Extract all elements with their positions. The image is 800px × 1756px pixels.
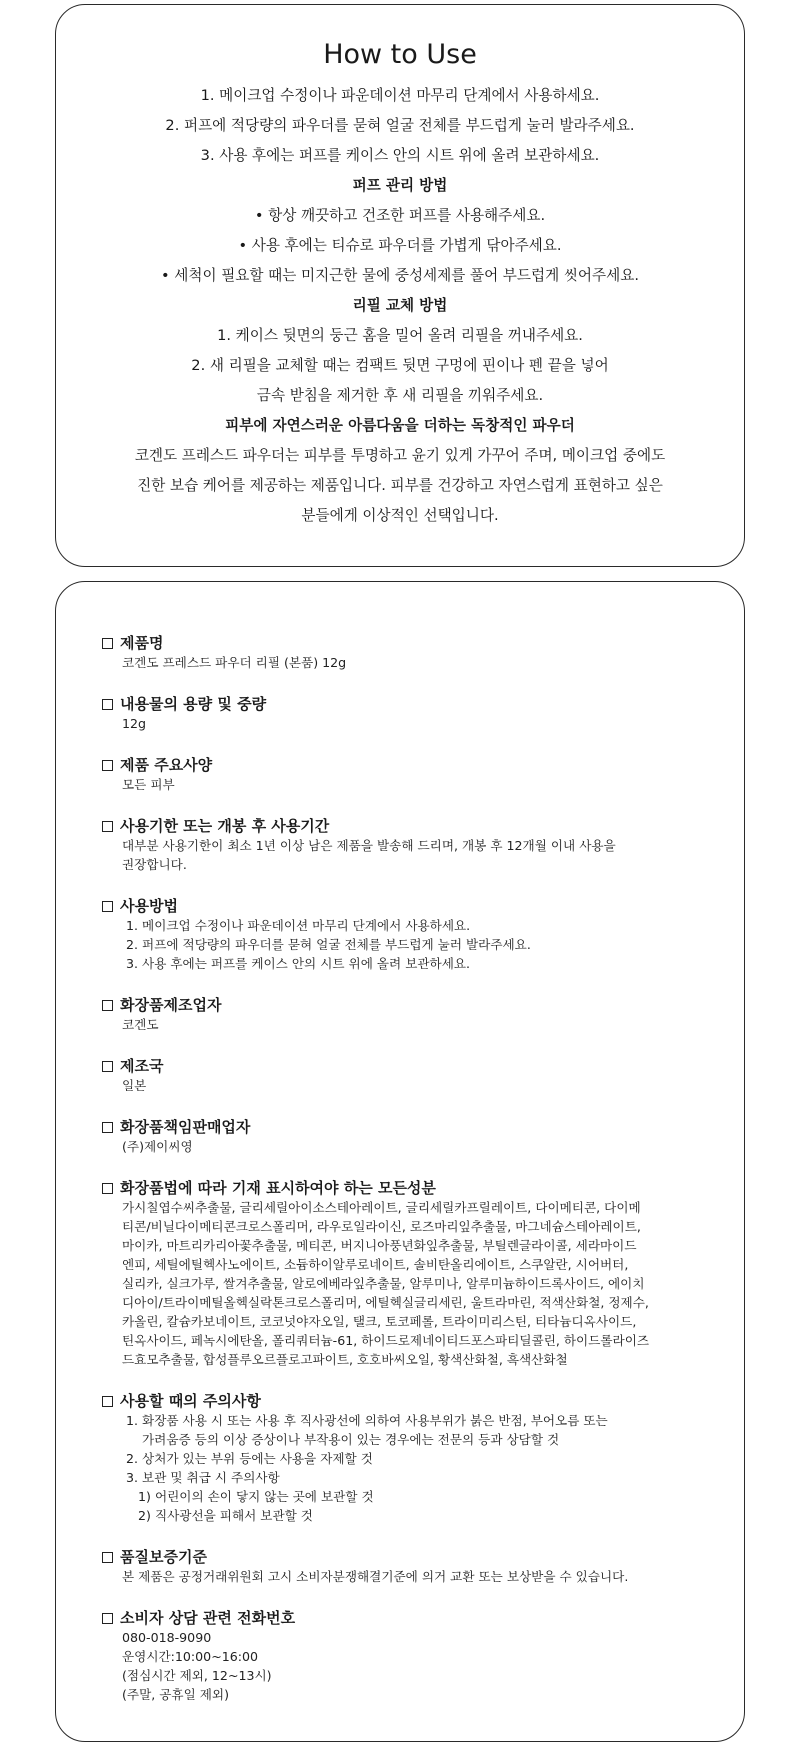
how-to-use-line: • 세척이 필요할 때는 미지근한 물에 중성세제를 풀어 부드럽게 씻어주세요.	[161, 267, 639, 284]
how-to-use-line: 2. 새 리필을 교체할 때는 컴팩트 뒷면 구멍에 핀이나 펜 끝을 넣어	[191, 357, 609, 374]
checkbox-square-icon	[102, 760, 113, 771]
info-section-title	[102, 1391, 744, 1411]
info-line: 틴옥사이드, 페녹시에탄올, 폴리쿼터늄-61, 하이드로제네이티드포스파티딜콜린, 하이드롤라이즈	[122, 1333, 650, 1348]
info-section-title-text: 화장품책임판매업자	[120, 1118, 251, 1136]
how-to-use-title: How to Use	[323, 39, 477, 70]
info-section	[102, 1056, 744, 1095]
info-section	[102, 995, 744, 1034]
info-section-title	[102, 1547, 744, 1567]
info-section-title-text: 제조국	[120, 1057, 164, 1075]
checkbox-square-icon	[102, 1613, 113, 1624]
how-to-use-lines	[56, 81, 744, 531]
how-to-use-line: 3. 사용 후에는 퍼프를 케이스 안의 시트 위에 올려 보관하세요.	[200, 147, 600, 164]
info-line: 티콘/비닐다이메티콘크로스폴리머, 라우로일라이신, 로즈마리잎추출물, 마그네슘스테아레이트,	[122, 1219, 641, 1234]
info-line: 1. 화장품 사용 시 또는 사용 후 직사광선에 의하여 사용부위가 붉은 반점, 부어오름 또는	[122, 1413, 608, 1428]
how-to-use-line: 1. 메이크업 수정이나 파운데이션 마무리 단계에서 사용하세요.	[200, 87, 600, 104]
how-to-use-heading: 리필 교체 방법	[352, 297, 448, 314]
info-section	[102, 1608, 744, 1704]
info-line: 모든 피부	[122, 777, 175, 792]
how-to-use-line: 코겐도 프레스드 파우더는 피부를 투명하고 윤기 있게 가꾸어 주며, 메이크업 중에도	[134, 447, 666, 464]
info-section	[102, 1117, 744, 1156]
product-info-sections	[102, 633, 744, 1704]
checkbox-square-icon	[102, 1122, 113, 1133]
checkbox-square-icon	[102, 638, 113, 649]
product-info-card	[55, 581, 745, 1742]
checkbox-square-icon	[102, 901, 113, 912]
info-section-title-text: 소비자 상담 관련 전화번호	[120, 1609, 296, 1627]
info-section-title	[102, 1178, 744, 1198]
info-line: 본 제품은 공정거래위원회 고시 소비자분쟁해결기준에 의거 교환 또는 보상받을 수 있습니다.	[122, 1569, 629, 1584]
info-line: 2. 퍼프에 적당량의 파우더를 묻혀 얼굴 전체를 부드럽게 눌러 발라주세요.	[122, 937, 531, 952]
info-section	[102, 896, 744, 973]
info-section	[102, 1178, 744, 1369]
info-section-title	[102, 816, 744, 836]
info-line: 12g	[122, 716, 147, 731]
info-section-body	[102, 1137, 712, 1156]
info-line: 일본	[122, 1078, 147, 1093]
info-section-body	[102, 1076, 712, 1095]
info-section-body	[102, 1198, 712, 1369]
info-section-title-text: 사용할 때의 주의사항	[120, 1392, 261, 1410]
info-line: 가시칠엽수씨추출물, 글리세릴아이소스테아레이트, 글리세릴카프릴레이트, 다이메티콘, 다이메	[122, 1200, 641, 1215]
checkbox-square-icon	[102, 1396, 113, 1407]
info-section-title	[102, 1608, 744, 1628]
info-line: 3. 사용 후에는 퍼프를 케이스 안의 시트 위에 올려 보관하세요.	[122, 956, 471, 971]
info-section-body	[102, 836, 712, 874]
info-section	[102, 633, 744, 672]
info-line: 2. 상처가 있는 부위 등에는 사용을 자제할 것	[122, 1451, 373, 1466]
info-section-title-text: 내용물의 용량 및 중량	[120, 695, 267, 713]
info-section-title	[102, 1056, 744, 1076]
info-line: 디아이/트라이메틸올헥실락톤크로스폴리머, 에틸헥실글리세린, 울트라마린, 적색산화철, 정제수,	[122, 1295, 649, 1310]
info-line: 실리카, 실크가루, 쌀겨추출물, 알로에베라잎추출물, 알루미나, 알루미늄하이드록사이드, 에이치	[122, 1276, 645, 1291]
info-line: 카올린, 칼슘카보네이트, 코코넛야자오일, 탤크, 토코페롤, 트라이미리스틴, 티타늄디옥사이드,	[122, 1314, 637, 1329]
checkbox-square-icon	[102, 1000, 113, 1011]
info-line: 코겐도 프레스드 파우더 리필 (본품) 12g	[122, 655, 347, 670]
info-section-title	[102, 995, 744, 1015]
info-section-body	[102, 775, 712, 794]
checkbox-square-icon	[102, 1552, 113, 1563]
info-section-title	[102, 633, 744, 653]
how-to-use-line: 분들에게 이상적인 선택입니다.	[301, 507, 499, 524]
info-line: 운영시간:10:00~16:00	[122, 1649, 259, 1664]
info-line: 대부분 사용기한이 최소 1년 이상 남은 제품을 발송해 드리며, 개봉 후 12개월 이내 사용을	[122, 838, 616, 853]
info-section-body	[102, 1628, 712, 1704]
how-to-use-heading: 피부에 자연스러운 아름다움을 더하는 독창적인 파우더	[225, 417, 575, 434]
info-section	[102, 694, 744, 733]
info-line: 마이카, 마트리카리아꽃추출물, 메티콘, 버지니아풍년화잎추출물, 부틸렌글라이콜, 세라마이드	[122, 1238, 637, 1253]
how-to-use-line: 금속 받침을 제거한 후 새 리필을 끼워주세요.	[256, 387, 544, 404]
info-section	[102, 755, 744, 794]
info-section-body	[102, 1411, 712, 1525]
info-section-title	[102, 1117, 744, 1137]
info-section-title	[102, 694, 744, 714]
how-to-use-line: • 사용 후에는 티슈로 파우더를 가볍게 닦아주세요.	[238, 237, 562, 254]
how-to-use-line: 진한 보습 케어를 제공하는 제품입니다. 피부를 건강하고 자연스럽게 표현하고 싶은	[137, 477, 663, 494]
checkbox-square-icon	[102, 699, 113, 710]
info-section-title-text: 품질보증기준	[120, 1548, 207, 1566]
info-section-body	[102, 1567, 712, 1586]
info-line: 드효모추출물, 합성플루오르플로고파이트, 호호바씨오일, 황색산화철, 흑색산화철	[122, 1352, 568, 1367]
info-section	[102, 816, 744, 874]
info-section	[102, 1547, 744, 1586]
how-to-use-line: • 항상 깨끗하고 건조한 퍼프를 사용해주세요.	[254, 207, 546, 224]
how-to-use-line: 2. 퍼프에 적당량의 파우더를 묻혀 얼굴 전체를 부드럽게 눌러 발라주세요.	[165, 117, 635, 134]
info-line: 가려움증 등의 이상 증상이나 부작용이 있는 경우에는 전문의 등과 상담할 것	[122, 1432, 560, 1447]
info-line: 3. 보관 및 취급 시 주의사항	[122, 1470, 280, 1485]
checkbox-square-icon	[102, 1061, 113, 1072]
info-line: 코겐도	[122, 1017, 159, 1032]
info-section-title-text: 제품명	[120, 634, 164, 652]
info-line: 엔피, 세틸에틸헥사노에이트, 소듐하이알루로네이트, 솔비탄올리에이트, 스쿠알란, 시어버터,	[122, 1257, 629, 1272]
info-line: (주말, 공휴일 제외)	[122, 1687, 229, 1702]
info-section-title	[102, 896, 744, 916]
info-line: (점심시간 제외, 12~13시)	[122, 1668, 272, 1683]
info-line: 2) 직사광선을 피해서 보관할 것	[122, 1508, 313, 1523]
info-section-title-text: 화장품제조업자	[120, 996, 222, 1014]
info-section-title-text: 제품 주요사양	[120, 756, 213, 774]
checkbox-square-icon	[102, 821, 113, 832]
info-section-title-text: 사용기한 또는 개봉 후 사용기간	[120, 817, 330, 835]
info-section	[102, 1391, 744, 1525]
info-section-body	[102, 916, 712, 973]
info-line: (주)제이씨영	[122, 1139, 193, 1154]
how-to-use-line: 1. 케이스 뒷면의 둥근 홈을 밀어 올려 리필을 꺼내주세요.	[217, 327, 583, 344]
info-section-title	[102, 755, 744, 775]
info-section-title-text: 화장품법에 따라 기재 표시하여야 하는 모든성분	[120, 1179, 436, 1197]
checkbox-square-icon	[102, 1183, 113, 1194]
how-to-use-card	[55, 4, 745, 567]
info-section-body	[102, 653, 712, 672]
how-to-use-heading: 퍼프 관리 방법	[352, 177, 448, 194]
info-section-body	[102, 1015, 712, 1034]
info-line: 1) 어린이의 손이 닿지 않는 곳에 보관할 것	[122, 1489, 374, 1504]
info-line: 권장합니다.	[122, 857, 187, 872]
info-line: 1. 메이크업 수정이나 파운데이션 마무리 단계에서 사용하세요.	[122, 918, 471, 933]
info-section-title-text: 사용방법	[120, 897, 178, 915]
info-section-body	[102, 714, 712, 733]
info-line: 080-018-9090	[122, 1630, 212, 1645]
